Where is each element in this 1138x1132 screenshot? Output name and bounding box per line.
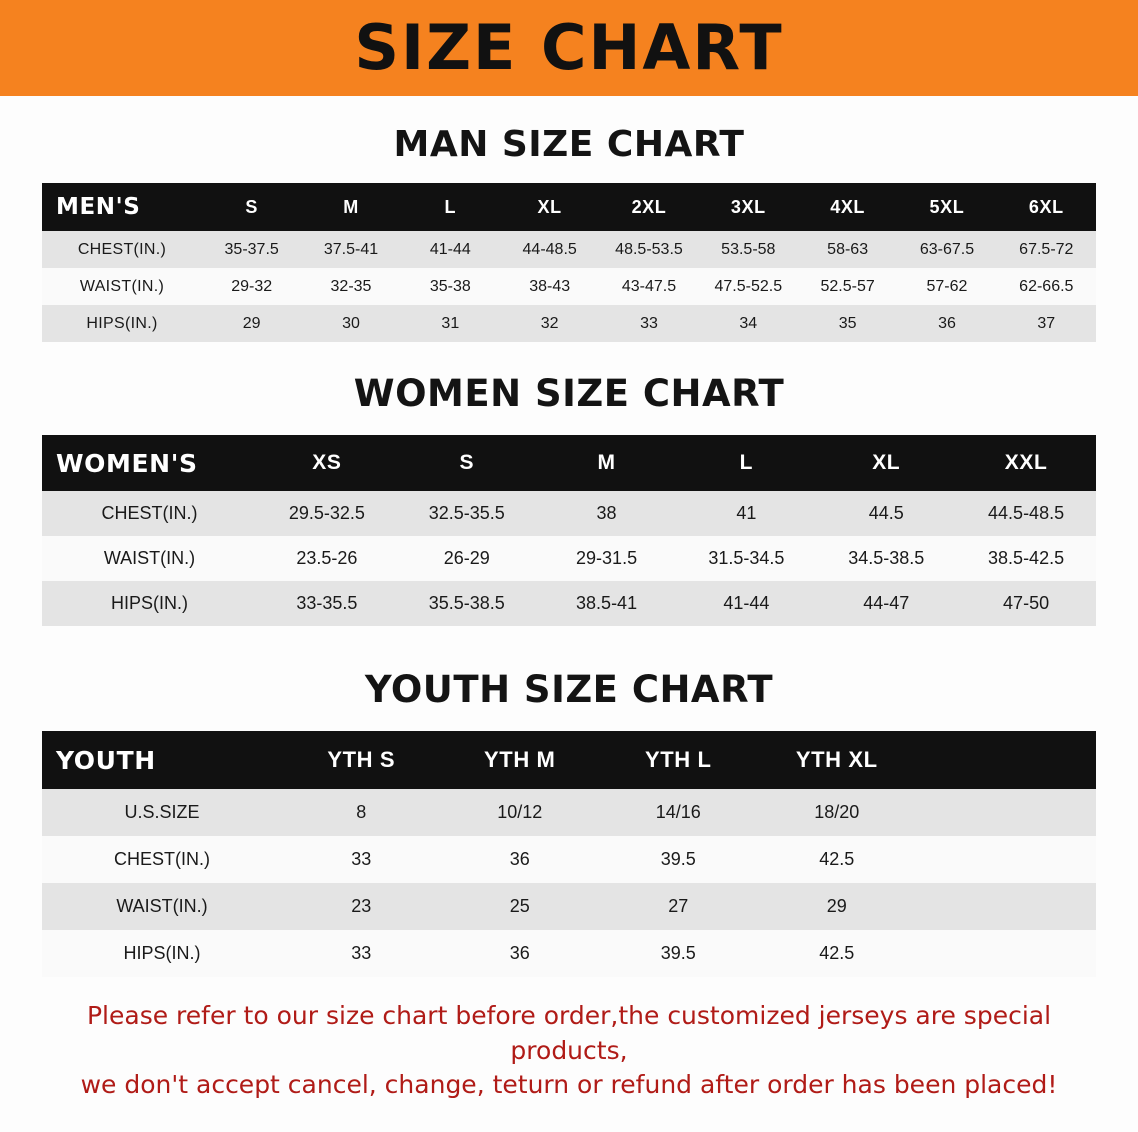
table-cell-spacer [916, 883, 1096, 930]
table-cell: 57-62 [897, 268, 996, 305]
table-header-cell: YTH M [484, 747, 556, 772]
table-cell: 44.5 [816, 491, 956, 536]
man-size-table [42, 183, 1096, 342]
row-label: HIPS(IN.) [42, 581, 257, 626]
table-cell: 35-37.5 [202, 231, 301, 268]
table-header-cell: XL [872, 451, 901, 474]
table-cell: 38 [537, 491, 677, 536]
table-cell: 42.5 [758, 930, 917, 977]
table-row [42, 836, 1096, 883]
youth-section-heading: YOUTH SIZE CHART [364, 668, 774, 711]
row-label: U.S.SIZE [42, 789, 282, 836]
table-cell: 48.5-53.5 [599, 231, 698, 268]
table-header-cell: S [245, 196, 258, 217]
row-label: CHEST(IN.) [42, 231, 202, 268]
table-cell: 31 [401, 305, 500, 342]
table-row [42, 789, 1096, 836]
table-cell: 53.5-58 [699, 231, 798, 268]
table-cell: 29 [202, 305, 301, 342]
women-table-wrapper [0, 435, 1138, 626]
table-row [42, 581, 1096, 626]
table-cell: 37.5-41 [301, 231, 400, 268]
table-cell: 25 [441, 883, 600, 930]
table-header-cell: XS [312, 451, 342, 474]
table-header-cell: MEN'S [56, 194, 141, 220]
table-header-cell: M [343, 196, 359, 217]
table-cell: 47-50 [956, 581, 1096, 626]
table-header-cell: WOMEN'S [56, 448, 198, 478]
table-row [42, 491, 1096, 536]
table-header-cell: 6XL [1028, 196, 1064, 217]
page-title: SIZE CHART [354, 11, 784, 84]
table-cell: 35 [798, 305, 897, 342]
table-cell: 62-66.5 [997, 268, 1096, 305]
table-cell: 38-43 [500, 268, 599, 305]
table-header-cell: YTH L [644, 747, 712, 772]
youth-size-table [42, 731, 1096, 977]
table-cell: 32 [500, 305, 599, 342]
row-label: WAIST(IN.) [42, 536, 257, 581]
table-cell: 36 [897, 305, 996, 342]
table-row [42, 305, 1096, 342]
table-cell: 37 [997, 305, 1096, 342]
table-cell: 42.5 [758, 836, 917, 883]
table-cell: 43-47.5 [599, 268, 698, 305]
table-cell: 35.5-38.5 [397, 581, 537, 626]
man-section-heading: MAN SIZE CHART [393, 124, 745, 165]
table-cell: 34.5-38.5 [816, 536, 956, 581]
table-header-cell: XXL [1004, 451, 1048, 474]
table-cell: 26-29 [397, 536, 537, 581]
youth-table-wrapper [0, 731, 1138, 977]
table-cell: 14/16 [599, 789, 758, 836]
table-row [42, 930, 1096, 977]
table-cell: 23.5-26 [257, 536, 397, 581]
table-cell: 29 [758, 883, 917, 930]
table-cell: 36 [441, 930, 600, 977]
table-header-cell: YTH S [327, 747, 396, 772]
order-policy-note [36, 999, 1102, 1103]
row-label: HIPS(IN.) [42, 305, 202, 342]
table-header-cell: S [459, 451, 475, 474]
table-cell: 47.5-52.5 [699, 268, 798, 305]
note-line-2: we don't accept cancel, change, teturn or refund after order has been placed! [80, 1070, 1058, 1099]
table-header-cell: 2XL [631, 196, 667, 217]
table-cell: 38.5-42.5 [956, 536, 1096, 581]
table-cell: 67.5-72 [997, 231, 1096, 268]
table-cell: 36 [441, 836, 600, 883]
table-cell: 38.5-41 [537, 581, 677, 626]
row-label: CHEST(IN.) [42, 491, 257, 536]
table-cell: 39.5 [599, 836, 758, 883]
table-cell: 34 [699, 305, 798, 342]
table-cell: 58-63 [798, 231, 897, 268]
table-header-spacer [916, 731, 1096, 789]
table-cell: 31.5-34.5 [676, 536, 816, 581]
women-section-heading: WOMEN SIZE CHART [353, 372, 785, 415]
table-cell: 52.5-57 [798, 268, 897, 305]
table-header-cell: M [597, 451, 616, 474]
man-table-wrapper [0, 183, 1138, 342]
table-cell: 44-47 [816, 581, 956, 626]
table-row [42, 536, 1096, 581]
table-header-cell: L [739, 451, 754, 474]
table-cell-spacer [916, 836, 1096, 883]
table-cell: 29-31.5 [537, 536, 677, 581]
table-cell: 33-35.5 [257, 581, 397, 626]
table-cell: 33 [282, 930, 441, 977]
table-header-cell: XL [537, 196, 562, 217]
table-cell-spacer [916, 930, 1096, 977]
table-cell: 23 [282, 883, 441, 930]
table-header-cell: L [444, 196, 457, 217]
table-cell: 44.5-48.5 [956, 491, 1096, 536]
table-header-cell: 3XL [730, 196, 766, 217]
table-cell: 10/12 [441, 789, 600, 836]
table-header-row [42, 731, 1096, 789]
table-header-cell: YOUTH [56, 745, 156, 775]
table-cell: 8 [282, 789, 441, 836]
page-banner [0, 0, 1138, 96]
note-line-1: Please refer to our size chart before order,the customized jerseys are special products, [86, 1001, 1052, 1065]
table-header-row [42, 183, 1096, 231]
table-cell: 32-35 [301, 268, 400, 305]
table-header-row [42, 435, 1096, 491]
table-header-cell: 4XL [830, 196, 866, 217]
table-row [42, 231, 1096, 268]
table-cell: 35-38 [401, 268, 500, 305]
row-label: WAIST(IN.) [42, 268, 202, 305]
table-cell: 30 [301, 305, 400, 342]
table-cell: 63-67.5 [897, 231, 996, 268]
table-cell: 39.5 [599, 930, 758, 977]
table-cell: 18/20 [758, 789, 917, 836]
table-cell: 33 [599, 305, 698, 342]
table-cell: 33 [282, 836, 441, 883]
table-cell-spacer [916, 789, 1096, 836]
women-size-table [42, 435, 1096, 626]
table-cell: 41-44 [676, 581, 816, 626]
table-cell: 41-44 [401, 231, 500, 268]
table-row [42, 883, 1096, 930]
table-cell: 41 [676, 491, 816, 536]
row-label: HIPS(IN.) [42, 930, 282, 977]
table-header-cell: 5XL [929, 196, 965, 217]
row-label: CHEST(IN.) [42, 836, 282, 883]
table-cell: 29.5-32.5 [257, 491, 397, 536]
table-cell: 32.5-35.5 [397, 491, 537, 536]
table-cell: 29-32 [202, 268, 301, 305]
table-row [42, 268, 1096, 305]
table-header-cell: YTH XL [795, 747, 878, 772]
row-label: WAIST(IN.) [42, 883, 282, 930]
table-cell: 44-48.5 [500, 231, 599, 268]
table-cell: 27 [599, 883, 758, 930]
